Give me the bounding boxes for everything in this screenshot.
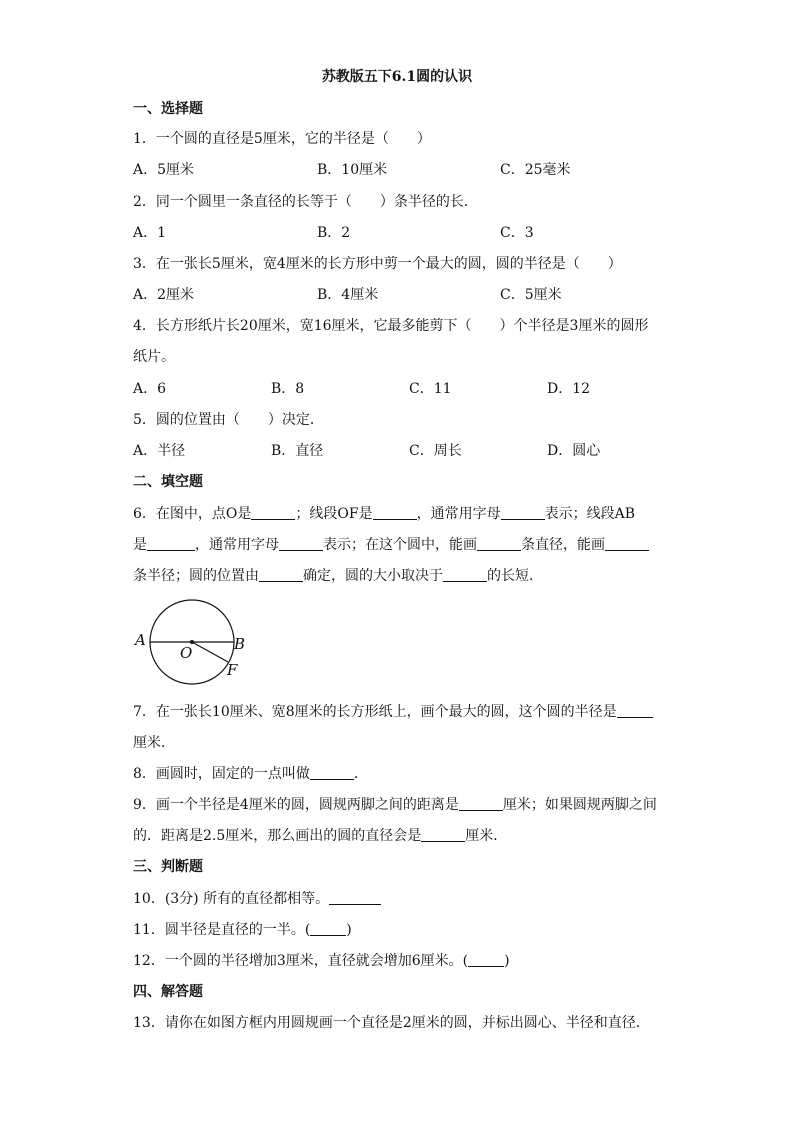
q6-text: 的长短． xyxy=(487,568,543,584)
q10-text: 10．(3分) 所有的直径都相等。 xyxy=(133,891,330,907)
circle-figure xyxy=(130,596,260,686)
question-9-line-2 xyxy=(133,826,507,846)
q6-text: ，通常用字母 xyxy=(416,506,501,522)
radius-of xyxy=(192,642,228,662)
answer-blank xyxy=(310,921,346,936)
q5-option-a: A．半径 xyxy=(133,443,186,459)
q8-text: 8．画圆时，固定的一点叫做 xyxy=(133,766,310,782)
question-8 xyxy=(133,764,368,784)
question-5: 5．圆的位置由（ ）决定． xyxy=(133,412,324,428)
page-title: 苏教版五下6.1圆的认识 xyxy=(321,69,473,85)
question-2: 2．同一个圆里一条直径的长等于（ ）条半径的长． xyxy=(133,194,478,210)
q6-text: 条半径；圆的位置由 xyxy=(133,568,259,584)
q1-option-a: A．5厘米 xyxy=(133,162,195,178)
question-7-line-2: 厘米． xyxy=(133,735,175,751)
answer-blank xyxy=(310,765,354,780)
answer-blank xyxy=(251,505,295,520)
question-7-line-1 xyxy=(133,702,653,722)
answer-blank xyxy=(147,536,195,551)
q4-option-d: D．12 xyxy=(547,381,591,397)
q4-option-a: A．6 xyxy=(133,381,167,397)
label-f: F xyxy=(227,661,238,679)
answer-blank xyxy=(501,505,545,520)
label-b: B xyxy=(234,635,246,653)
question-6-line-3 xyxy=(133,566,543,586)
q9-text: 厘米；如果圆规两脚之间 xyxy=(502,797,657,813)
question-3: 3．在一张长5厘米，宽4厘米的长方形中剪一个最大的圆，圆的半径是（ ） xyxy=(133,256,622,272)
answer-blank xyxy=(617,703,653,718)
answer-blank xyxy=(259,567,303,582)
answer-blank xyxy=(329,890,381,905)
question-10 xyxy=(133,889,381,909)
answer-blank xyxy=(605,536,649,551)
question-9-line-1 xyxy=(133,795,657,815)
q9-text: 9．画一个半径是4厘米的圆，圆规两脚之间的距离是 xyxy=(133,797,459,813)
q5-option-d: D．圆心 xyxy=(547,443,601,459)
q6-text: 表示；在这个圆中，能画 xyxy=(323,537,477,553)
label-o: O xyxy=(180,644,193,662)
question-4-line-2: 纸片。 xyxy=(133,349,175,365)
q1-option-c: C．25毫米 xyxy=(500,162,571,178)
answer-blank xyxy=(468,952,504,967)
q9-text: 厘米． xyxy=(465,828,508,844)
q6-text: 是 xyxy=(133,537,147,553)
question-4-line-1: 4．长方形纸片长20厘米，宽16厘米，它最多能剪下（ ）个半径是3厘米的圆形 xyxy=(133,318,649,334)
q4-option-c: C．11 xyxy=(409,381,452,397)
q6-text: ；线段OF是 xyxy=(295,506,373,522)
answer-blank xyxy=(459,796,503,811)
section-heading-judge: 三、判断题 xyxy=(133,859,203,875)
label-a: A xyxy=(135,631,146,649)
q12-text: 12．一个圆的半径增加3厘米，直径就会增加6厘米。( xyxy=(133,953,469,969)
q5-option-c: C．周长 xyxy=(409,443,462,459)
answer-blank xyxy=(279,536,323,551)
question-12 xyxy=(133,951,510,971)
section-heading-solve: 四、解答题 xyxy=(133,984,203,1000)
q3-option-a: A．2厘米 xyxy=(133,287,195,303)
question-1: 1．一个圆的直径是5厘米，它的半径是（ ） xyxy=(133,131,431,147)
question-6-line-1 xyxy=(133,504,635,524)
answer-blank xyxy=(443,567,487,582)
question-13: 13．请你在如图方框内用圆规画一个直径是2厘米的圆，并标出圆心、半径和直径． xyxy=(133,1015,650,1031)
q5-option-b: B．直径 xyxy=(271,443,324,459)
answer-blank xyxy=(373,505,417,520)
q11-text: ) xyxy=(346,922,352,938)
q6-text: 6．在图中，点O是 xyxy=(133,506,252,522)
q11-text: 11．圆半径是直径的一半。( xyxy=(133,922,311,938)
q12-text: ) xyxy=(504,953,510,969)
answer-blank xyxy=(477,536,521,551)
q9-text: 的．距离是2.5厘米，那么画出的圆的直径会是 xyxy=(133,828,422,844)
section-heading-choice: 一、选择题 xyxy=(133,101,203,117)
q4-option-b: B．8 xyxy=(271,381,305,397)
q6-text: 表示；线段AB xyxy=(544,506,635,522)
q3-option-c: C．5厘米 xyxy=(500,287,562,303)
q2-option-c: C．3 xyxy=(500,225,534,241)
section-heading-fill: 二、填空题 xyxy=(133,474,203,490)
q8-text: ． xyxy=(353,766,368,782)
q2-option-a: A．1 xyxy=(133,225,167,241)
q2-option-b: B．2 xyxy=(317,225,351,241)
q6-text: 条直径，能画 xyxy=(521,537,605,553)
q6-text: 确定，圆的大小取决于 xyxy=(303,568,443,584)
question-11 xyxy=(133,920,352,940)
q3-option-b: B．4厘米 xyxy=(317,287,379,303)
answer-blank xyxy=(421,827,465,842)
question-6-line-2 xyxy=(133,535,649,555)
q1-option-b: B．10厘米 xyxy=(317,162,388,178)
q7-text: 7．在一张长10厘米、宽8厘米的长方形纸上，画个最大的圆，这个圆的半径是 xyxy=(133,704,617,720)
q6-text: ，通常用字母 xyxy=(195,537,279,553)
